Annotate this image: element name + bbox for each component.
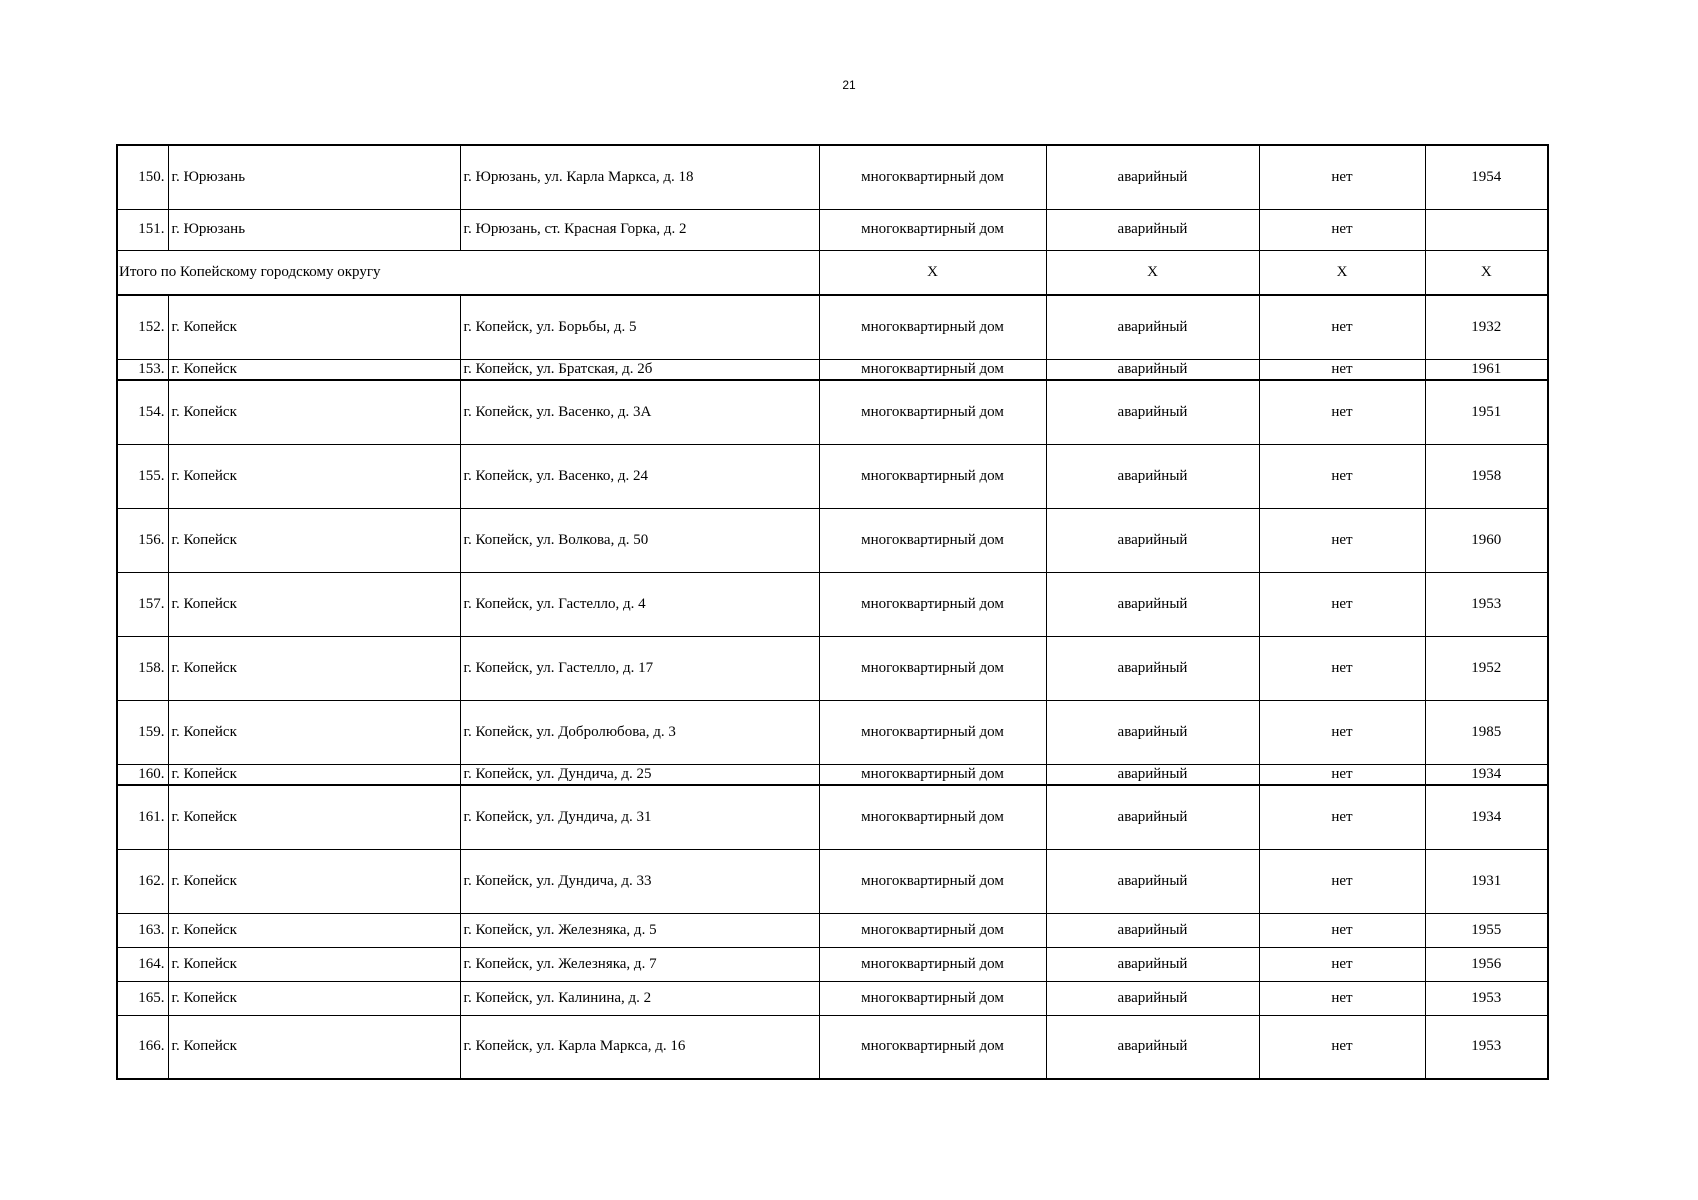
row-condition: аварийный xyxy=(1046,981,1259,1015)
subtotal-cell: Х xyxy=(1259,250,1425,295)
row-address: г. Копейск, ул. Железняка, д. 7 xyxy=(460,947,819,981)
page-number: 21 xyxy=(842,78,856,92)
row-building-type: многоквартирный дом xyxy=(819,145,1046,209)
row-address: г. Копейск, ул. Карла Маркса, д. 16 xyxy=(460,1015,819,1079)
row-flag: нет xyxy=(1259,145,1425,209)
row-flag: нет xyxy=(1259,572,1425,636)
row-year: 1934 xyxy=(1425,785,1548,849)
row-year: 1960 xyxy=(1425,508,1548,572)
row-number: 156. xyxy=(117,508,168,572)
row-flag: нет xyxy=(1259,947,1425,981)
row-city: г. Копейск xyxy=(168,572,460,636)
row-address: г. Копейск, ул. Железняка, д. 5 xyxy=(460,913,819,947)
row-condition: аварийный xyxy=(1046,1015,1259,1079)
table-row xyxy=(117,380,1548,444)
row-number: 165. xyxy=(117,981,168,1015)
row-number: 150. xyxy=(117,145,168,209)
row-number: 164. xyxy=(117,947,168,981)
table-row xyxy=(117,572,1548,636)
row-address: г. Копейск, ул. Братская, д. 2б xyxy=(460,359,819,380)
row-condition: аварийный xyxy=(1046,145,1259,209)
table-row xyxy=(117,508,1548,572)
row-building-type: многоквартирный дом xyxy=(819,981,1046,1015)
table-row xyxy=(117,444,1548,508)
row-building-type: многоквартирный дом xyxy=(819,1015,1046,1079)
row-flag: нет xyxy=(1259,849,1425,913)
row-number: 163. xyxy=(117,913,168,947)
row-city: г. Копейск xyxy=(168,359,460,380)
row-city: г. Копейск xyxy=(168,947,460,981)
row-address: г. Юрюзань, ул. Карла Маркса, д. 18 xyxy=(460,145,819,209)
table-row xyxy=(117,209,1548,250)
row-building-type: многоквартирный дом xyxy=(819,785,1046,849)
row-flag: нет xyxy=(1259,359,1425,380)
row-flag: нет xyxy=(1259,913,1425,947)
row-building-type: многоквартирный дом xyxy=(819,849,1046,913)
row-address: г. Копейск, ул. Дундича, д. 33 xyxy=(460,849,819,913)
row-address: г. Копейск, ул. Дундича, д. 31 xyxy=(460,785,819,849)
row-address: г. Копейск, ул. Волкова, д. 50 xyxy=(460,508,819,572)
row-year: 1953 xyxy=(1425,572,1548,636)
row-city: г. Копейск xyxy=(168,981,460,1015)
table-row xyxy=(117,947,1548,981)
row-condition: аварийный xyxy=(1046,359,1259,380)
row-address: г. Копейск, ул. Дундича, д. 25 xyxy=(460,764,819,785)
row-year xyxy=(1425,209,1548,250)
row-flag: нет xyxy=(1259,209,1425,250)
row-address: г. Копейск, ул. Борьбы, д. 5 xyxy=(460,295,819,359)
row-flag: нет xyxy=(1259,380,1425,444)
row-address: г. Копейск, ул. Калинина, д. 2 xyxy=(460,981,819,1015)
row-condition: аварийный xyxy=(1046,947,1259,981)
row-flag: нет xyxy=(1259,295,1425,359)
row-flag: нет xyxy=(1259,785,1425,849)
row-flag: нет xyxy=(1259,1015,1425,1079)
row-number: 151. xyxy=(117,209,168,250)
row-number: 166. xyxy=(117,1015,168,1079)
row-city: г. Юрюзань xyxy=(168,209,460,250)
row-year: 1952 xyxy=(1425,636,1548,700)
table-row xyxy=(117,145,1548,209)
row-address: г. Копейск, ул. Гастелло, д. 4 xyxy=(460,572,819,636)
row-number: 154. xyxy=(117,380,168,444)
table-row xyxy=(117,785,1548,849)
row-year: 1985 xyxy=(1425,700,1548,764)
table-row xyxy=(117,636,1548,700)
row-number: 157. xyxy=(117,572,168,636)
row-city: г. Копейск xyxy=(168,380,460,444)
row-year: 1951 xyxy=(1425,380,1548,444)
row-city: г. Копейск xyxy=(168,444,460,508)
housing-registry-table xyxy=(116,144,1549,1080)
row-city: г. Копейск xyxy=(168,849,460,913)
row-year: 1955 xyxy=(1425,913,1548,947)
row-city: г. Копейск xyxy=(168,295,460,359)
subtotal-row xyxy=(117,250,1548,295)
row-condition: аварийный xyxy=(1046,764,1259,785)
row-address: г. Копейск, ул. Васенко, д. 24 xyxy=(460,444,819,508)
row-flag: нет xyxy=(1259,700,1425,764)
row-address: г. Юрюзань, ст. Красная Горка, д. 2 xyxy=(460,209,819,250)
row-building-type: многоквартирный дом xyxy=(819,764,1046,785)
row-year: 1953 xyxy=(1425,1015,1548,1079)
row-condition: аварийный xyxy=(1046,508,1259,572)
table-row xyxy=(117,849,1548,913)
row-building-type: многоквартирный дом xyxy=(819,380,1046,444)
row-condition: аварийный xyxy=(1046,700,1259,764)
row-flag: нет xyxy=(1259,636,1425,700)
table-row xyxy=(117,359,1548,380)
row-number: 158. xyxy=(117,636,168,700)
row-number: 152. xyxy=(117,295,168,359)
row-year: 1954 xyxy=(1425,145,1548,209)
row-building-type: многоквартирный дом xyxy=(819,572,1046,636)
row-condition: аварийный xyxy=(1046,444,1259,508)
row-condition: аварийный xyxy=(1046,209,1259,250)
row-city: г. Юрюзань xyxy=(168,145,460,209)
row-flag: нет xyxy=(1259,508,1425,572)
row-flag: нет xyxy=(1259,981,1425,1015)
row-number: 160. xyxy=(117,764,168,785)
row-number: 162. xyxy=(117,849,168,913)
row-condition: аварийный xyxy=(1046,380,1259,444)
row-building-type: многоквартирный дом xyxy=(819,359,1046,380)
row-address: г. Копейск, ул. Гастелло, д. 17 xyxy=(460,636,819,700)
row-building-type: многоквартирный дом xyxy=(819,295,1046,359)
row-city: г. Копейск xyxy=(168,636,460,700)
subtotal-cell: Х xyxy=(1425,250,1548,295)
row-condition: аварийный xyxy=(1046,295,1259,359)
row-building-type: многоквартирный дом xyxy=(819,508,1046,572)
row-condition: аварийный xyxy=(1046,572,1259,636)
row-building-type: многоквартирный дом xyxy=(819,947,1046,981)
table-row xyxy=(117,981,1548,1015)
row-city: г. Копейск xyxy=(168,700,460,764)
row-year: 1961 xyxy=(1425,359,1548,380)
row-year: 1958 xyxy=(1425,444,1548,508)
row-city: г. Копейск xyxy=(168,764,460,785)
row-flag: нет xyxy=(1259,764,1425,785)
table-row xyxy=(117,1015,1548,1079)
row-condition: аварийный xyxy=(1046,913,1259,947)
row-number: 153. xyxy=(117,359,168,380)
row-address: г. Копейск, ул. Васенко, д. 3А xyxy=(460,380,819,444)
row-year: 1953 xyxy=(1425,981,1548,1015)
row-year: 1934 xyxy=(1425,764,1548,785)
row-building-type: многоквартирный дом xyxy=(819,444,1046,508)
subtotal-label: Итого по Копейскому городскому округу xyxy=(117,250,819,295)
row-address: г. Копейск, ул. Добролюбова, д. 3 xyxy=(460,700,819,764)
table-body xyxy=(117,145,1548,1079)
row-number: 161. xyxy=(117,785,168,849)
row-building-type: многоквартирный дом xyxy=(819,913,1046,947)
table-row xyxy=(117,913,1548,947)
row-number: 159. xyxy=(117,700,168,764)
row-condition: аварийный xyxy=(1046,636,1259,700)
row-building-type: многоквартирный дом xyxy=(819,636,1046,700)
row-condition: аварийный xyxy=(1046,785,1259,849)
row-city: г. Копейск xyxy=(168,1015,460,1079)
row-year: 1931 xyxy=(1425,849,1548,913)
row-year: 1932 xyxy=(1425,295,1548,359)
row-city: г. Копейск xyxy=(168,785,460,849)
table-row xyxy=(117,295,1548,359)
row-building-type: многоквартирный дом xyxy=(819,209,1046,250)
row-condition: аварийный xyxy=(1046,849,1259,913)
row-year: 1956 xyxy=(1425,947,1548,981)
table-row xyxy=(117,764,1548,785)
row-city: г. Копейск xyxy=(168,913,460,947)
row-city: г. Копейск xyxy=(168,508,460,572)
row-flag: нет xyxy=(1259,444,1425,508)
subtotal-cell: Х xyxy=(819,250,1046,295)
subtotal-cell: Х xyxy=(1046,250,1259,295)
table-row xyxy=(117,700,1548,764)
row-building-type: многоквартирный дом xyxy=(819,700,1046,764)
row-number: 155. xyxy=(117,444,168,508)
